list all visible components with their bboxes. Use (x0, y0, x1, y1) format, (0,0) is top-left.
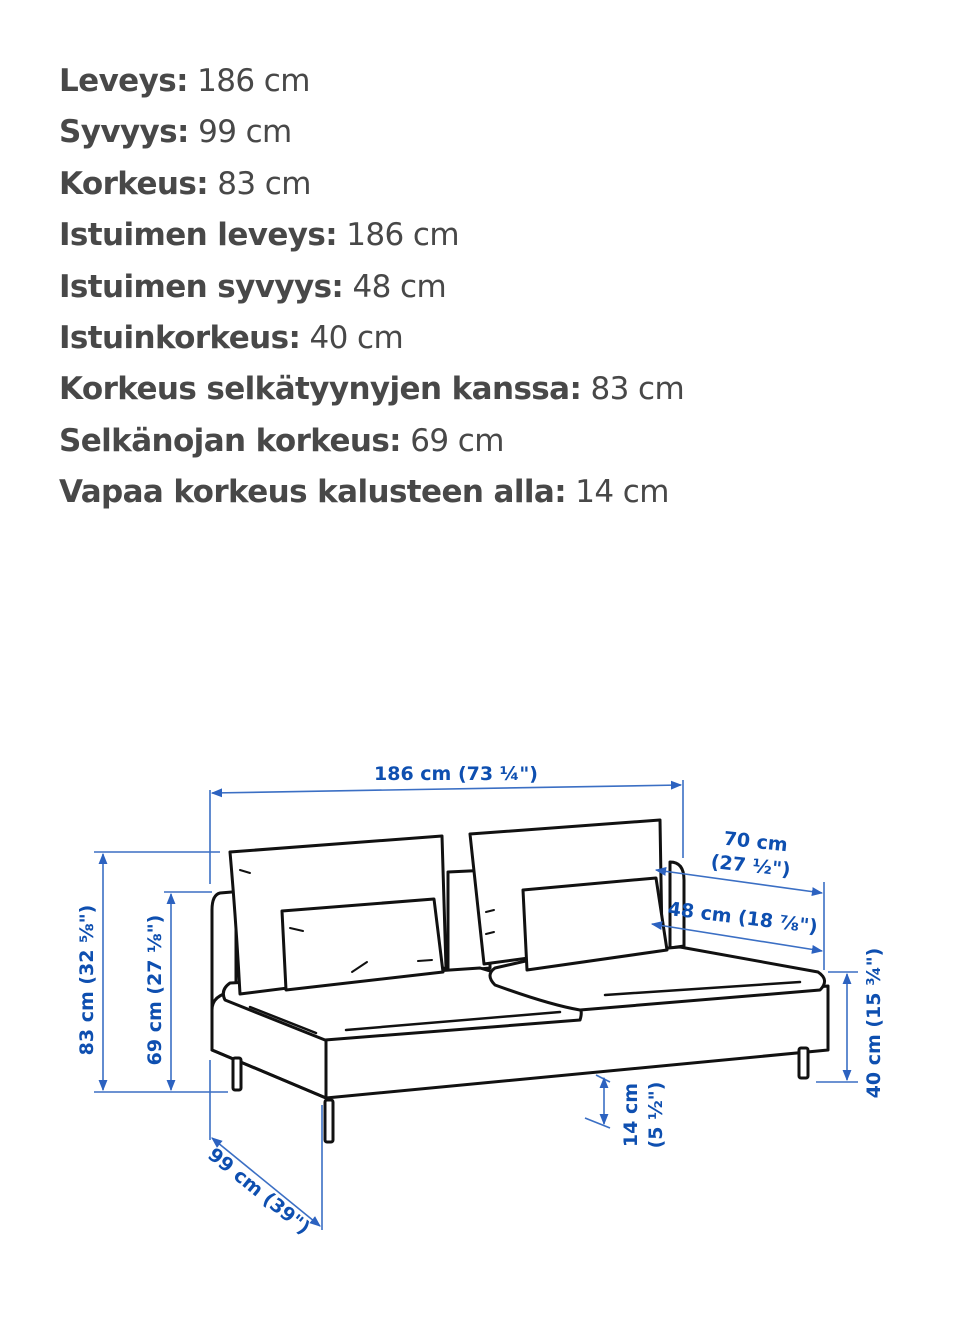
dimension-armrest-depth-inch-label: (27 ½") (709, 850, 792, 882)
spec-label: Istuimen syvyys: (59, 268, 344, 305)
spec-value: 186 cm (346, 217, 459, 254)
dimension-clearance-label: 14 cm (620, 1082, 642, 1148)
spec-label: Istuimen leveys: (59, 217, 338, 254)
spec-label: Korkeus selkätyynyjen kanssa: (59, 371, 582, 408)
spec-value: 69 cm (410, 422, 504, 459)
spec-seat-width (59, 210, 684, 261)
spec-depth (59, 107, 684, 158)
spec-label: Leveys: (59, 63, 188, 99)
spec-value: 99 cm (198, 114, 292, 151)
dimension-depth-label: 99 cm (39") (203, 1143, 315, 1240)
spec-value: 48 cm (352, 268, 447, 305)
spec-value: 83 cm (590, 371, 685, 408)
spec-label: Vapaa korkeus kalusteen alla: (59, 474, 567, 511)
spec-backrest-height (59, 416, 684, 467)
sofa-dimension-diagram (0, 740, 960, 1260)
spec-label: Korkeus: (59, 165, 208, 202)
dimension-total-height-label: 83 cm (32 ⅝") (76, 904, 98, 1056)
spec-height (59, 159, 684, 210)
spec-label: Istuinkorkeus: (59, 319, 301, 356)
spec-value: 40 cm (309, 319, 404, 356)
dimension-clearance-inch-label: (5 ½") (645, 1081, 667, 1149)
spec-height-with-cushions (59, 364, 684, 415)
dimension-seat-height-label: 40 cm (15 ¾") (863, 947, 885, 1099)
dimension-seat-depth-label: 48 cm (18 ⅞") (666, 897, 819, 939)
dimension-width-label: 186 cm (73 ¼") (374, 763, 538, 785)
spec-value: 14 cm (575, 474, 669, 511)
dimension-back-height-label: 69 cm (27 ⅛") (144, 914, 166, 1066)
spec-label: Selkänojan korkeus: (59, 422, 401, 459)
spec-seat-depth (59, 262, 684, 313)
dimension-armrest-depth-label: 70 cm (722, 827, 789, 857)
product-dimensions-list (59, 56, 684, 519)
spec-value: 186 cm (197, 63, 310, 99)
spec-label: Syvyys: (59, 114, 189, 151)
spec-seat-height (59, 313, 684, 364)
spec-free-height-under (59, 467, 684, 518)
spec-value: 83 cm (217, 165, 311, 202)
spec-width (59, 56, 684, 107)
